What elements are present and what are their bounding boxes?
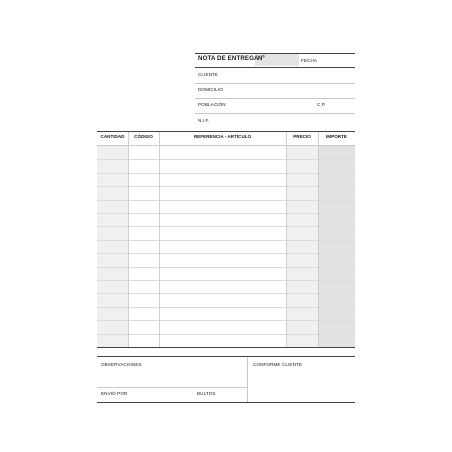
table-row-rule [97, 226, 355, 227]
footer-top-rule [97, 356, 355, 357]
packages-label: BULTOS [197, 391, 216, 396]
footer-block [97, 356, 355, 403]
table-row-rule [97, 173, 355, 174]
number-label: Nº [258, 56, 265, 62]
number-cell[interactable] [255, 54, 299, 66]
town-label: POBLACIÓN [198, 102, 226, 107]
client-line[interactable] [195, 83, 355, 84]
address-label: DOMICILIO [198, 87, 223, 92]
observations-label: OBSERVACIONES [101, 362, 142, 367]
table-row-rule [97, 253, 355, 254]
col-header-amount: IMPORTE [326, 134, 347, 139]
table-row-rule [97, 307, 355, 308]
table-row-rule [97, 213, 355, 214]
form-title: NOTA DE ENTREGA [198, 55, 259, 62]
column-divider [128, 132, 129, 347]
date-label: FECHA [301, 58, 318, 63]
conformity-label: CONFORME CLIENTE [253, 362, 303, 367]
table-row-rule [97, 320, 355, 321]
footer-bottom-rule [97, 402, 355, 403]
sent-by-label: ENVIÓ POR [101, 391, 128, 396]
header-title-rule [195, 67, 355, 68]
footer-divider [247, 357, 248, 402]
price-column-shade [286, 146, 318, 347]
table-row-rule [97, 293, 355, 294]
quantity-column-shade [97, 146, 128, 347]
address-line[interactable] [195, 98, 355, 99]
items-table [97, 131, 355, 348]
col-header-reference: REFERENCIA - ARTÍCULO [193, 134, 252, 139]
table-row-rule [97, 280, 355, 281]
table-row-rule [97, 186, 355, 187]
table-row-rule [97, 240, 355, 241]
table-top-rule [97, 131, 355, 132]
client-label: CLIENTE [198, 72, 219, 77]
col-header-code: CÓDIGO [134, 134, 153, 139]
table-row-rule [97, 159, 355, 160]
column-divider [159, 132, 160, 347]
column-divider [286, 132, 287, 347]
tax-id-label: N.I.F. [198, 118, 210, 123]
table-row-rule [97, 334, 355, 335]
footer-mid-rule [97, 387, 247, 388]
table-row-rule [97, 200, 355, 201]
table-bottom-rule [97, 347, 355, 348]
postcode-label: C.P. [317, 102, 326, 107]
col-header-quantity: CANTIDAD [100, 134, 125, 139]
town-line[interactable] [195, 113, 355, 114]
table-row-rule [97, 267, 355, 268]
column-divider [318, 132, 319, 347]
col-header-price: PRECIO [293, 134, 311, 139]
amount-column-shade [318, 146, 355, 347]
table-header-rule [97, 145, 355, 146]
